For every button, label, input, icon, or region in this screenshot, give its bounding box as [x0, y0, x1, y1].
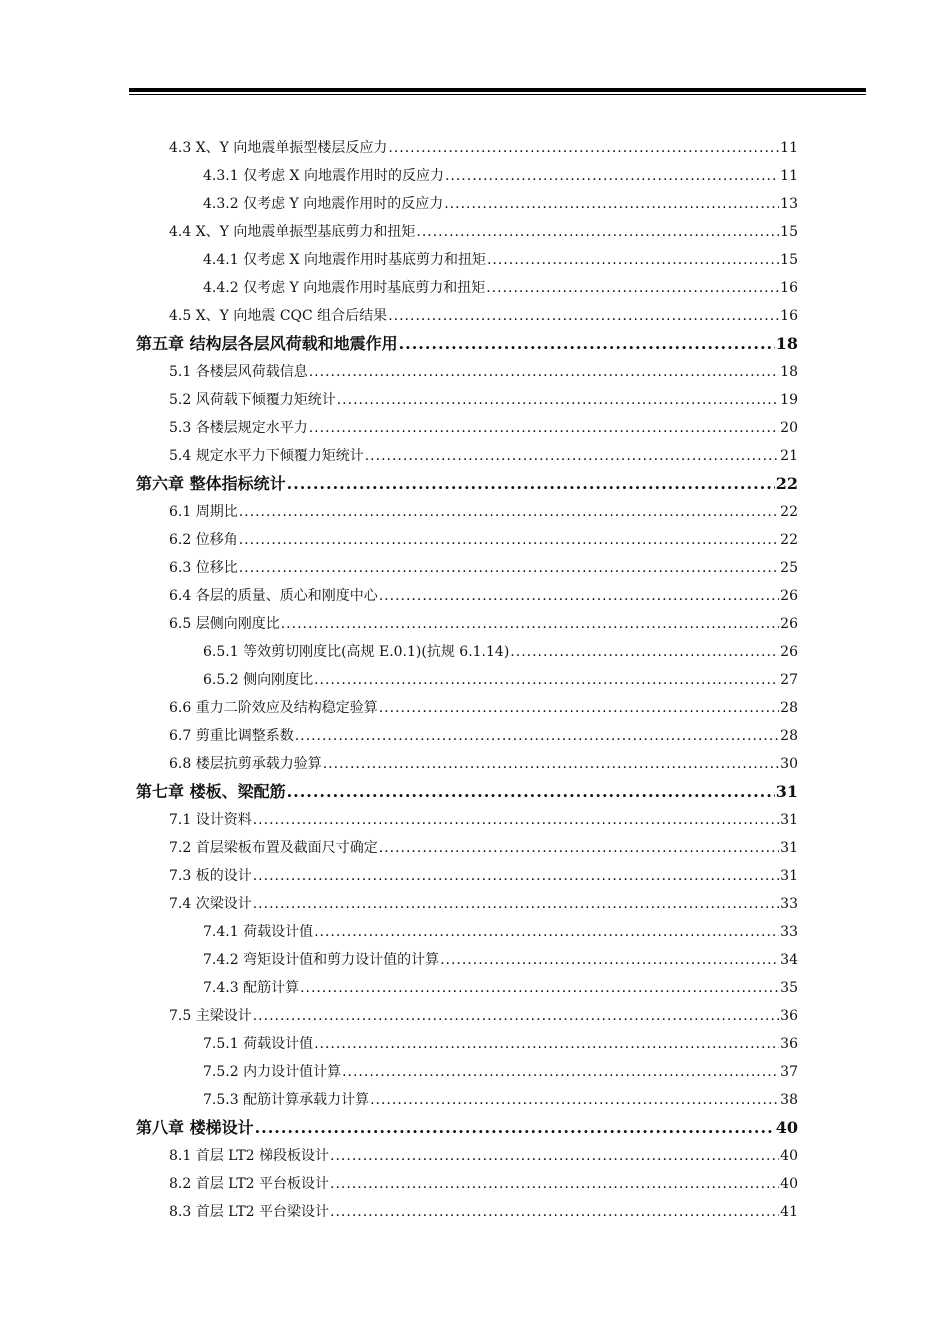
toc-entry-label: 7.4.1 荷载设计值	[203, 924, 314, 940]
toc-page-number: 36	[780, 1008, 798, 1024]
toc-entry[interactable]	[136, 890, 798, 918]
toc-page-number: 41	[780, 1204, 798, 1220]
toc-entry[interactable]	[136, 358, 798, 386]
toc-page-number: 20	[780, 420, 798, 436]
toc-page-number: 16	[780, 280, 798, 296]
toc-entry-label: 5.3 各楼层规定水平力	[169, 420, 308, 436]
toc-leader-dots	[239, 554, 779, 582]
toc-leader-dots	[365, 442, 779, 470]
toc-entry[interactable]	[136, 1086, 798, 1114]
toc-page-number: 28	[780, 700, 798, 716]
toc-chapter-entry[interactable]	[136, 1114, 798, 1142]
toc-entry[interactable]	[136, 134, 798, 162]
toc-leader-dots	[388, 134, 779, 162]
toc-entry[interactable]	[136, 834, 798, 862]
toc-leader-dots	[379, 694, 779, 722]
toc-entry[interactable]	[136, 1198, 798, 1226]
toc-page-number: 21	[780, 448, 798, 464]
toc-entry-label: 7.2 首层梁板布置及截面尺寸确定	[169, 840, 378, 856]
header-rule-thin	[129, 94, 866, 95]
toc-entry-label: 5.2 风荷载下倾覆力矩统计	[169, 392, 336, 408]
toc-page-number: 35	[780, 980, 798, 996]
toc-entry-label: 4.4.2 仅考虑 Y 向地震作用时基底剪力和扭矩	[203, 280, 486, 296]
toc-entry-label: 7.4 次梁设计	[169, 896, 252, 912]
toc-page-number: 11	[780, 140, 798, 156]
toc-entry[interactable]	[136, 162, 798, 190]
toc-entry-label: 7.3 板的设计	[169, 868, 252, 884]
toc-page-number: 22	[780, 532, 798, 548]
toc-leader-dots	[253, 890, 779, 918]
toc-page-number: 33	[780, 924, 798, 940]
toc-entry[interactable]	[136, 722, 798, 750]
toc-page-number: 16	[780, 308, 798, 324]
toc-leader-dots	[309, 358, 779, 386]
toc-entry[interactable]	[136, 694, 798, 722]
toc-leader-dots	[281, 610, 779, 638]
toc-entry-label: 6.7 剪重比调整系数	[169, 728, 294, 744]
toc-page-number: 31	[775, 782, 798, 801]
toc-entry-label: 4.4.1 仅考虑 X 向地震作用时基底剪力和扭矩	[203, 252, 486, 268]
toc-entry-label: 6.1 周期比	[169, 504, 238, 520]
toc-entry-label: 4.3.1 仅考虑 X 向地震作用时的反应力	[203, 168, 444, 184]
toc-entry[interactable]	[136, 582, 798, 610]
toc-entry-label: 5.4 规定水平力下倾覆力矩统计	[169, 448, 364, 464]
toc-leader-dots	[487, 246, 779, 274]
toc-leader-dots	[486, 274, 779, 302]
toc-entry-label: 6.6 重力二阶效应及结构稳定验算	[169, 700, 378, 716]
toc-entry[interactable]	[136, 218, 798, 246]
toc-chapter-entry[interactable]	[136, 330, 798, 358]
toc-leader-dots	[239, 526, 779, 554]
toc-chapter-entry[interactable]	[136, 470, 798, 498]
toc-page-number: 26	[780, 644, 798, 660]
toc-entry-label: 第五章 结构层各层风荷载和地震作用	[136, 334, 398, 353]
toc-leader-dots	[510, 638, 779, 666]
toc-entry-label: 6.4 各层的质量、质心和刚度中心	[169, 588, 378, 604]
toc-entry-label: 7.4.3 配筋计算	[203, 980, 300, 996]
toc-entry-label: 8.1 首层 LT2 梯段板设计	[169, 1148, 330, 1164]
toc-page-number: 13	[780, 196, 798, 212]
toc-entry[interactable]	[136, 414, 798, 442]
table-of-contents	[136, 134, 798, 1226]
toc-leader-dots	[399, 330, 775, 358]
toc-leader-dots	[253, 1002, 779, 1030]
toc-entry[interactable]	[136, 946, 798, 974]
toc-page-number: 22	[775, 474, 798, 493]
toc-leader-dots	[295, 722, 779, 750]
toc-entry-label: 6.2 位移角	[169, 532, 238, 548]
toc-page-number: 26	[780, 588, 798, 604]
toc-entry-label: 4.3 X、Y 向地震单振型楼层反应力	[169, 140, 388, 156]
toc-entry-label: 第八章 楼梯设计	[136, 1118, 254, 1137]
toc-page-number: 37	[780, 1064, 798, 1080]
toc-entry-label: 7.5.1 荷载设计值	[203, 1036, 314, 1052]
toc-leader-dots	[253, 862, 779, 890]
toc-entry-label: 第六章 整体指标统计	[136, 474, 286, 493]
toc-page-number: 19	[780, 392, 798, 408]
toc-entry[interactable]	[136, 918, 798, 946]
toc-entry-label: 8.2 首层 LT2 平台板设计	[169, 1176, 330, 1192]
toc-leader-dots	[314, 1030, 779, 1058]
toc-leader-dots	[300, 974, 779, 1002]
toc-entry-label: 6.5.2 侧向刚度比	[203, 672, 314, 688]
toc-entry[interactable]	[136, 274, 798, 302]
toc-entry[interactable]	[136, 190, 798, 218]
toc-entry-label: 第七章 楼板、梁配筋	[136, 782, 286, 801]
toc-entry-label: 4.3.2 仅考虑 Y 向地震作用时的反应力	[203, 196, 444, 212]
toc-entry-label: 7.4.2 弯矩设计值和剪力设计值的计算	[203, 952, 440, 968]
toc-page-number: 31	[780, 840, 798, 856]
toc-leader-dots	[314, 666, 779, 694]
toc-entry-label: 4.5 X、Y 向地震 CQC 组合后结果	[169, 308, 388, 324]
toc-entry-label: 7.5.2 内力设计值计算	[203, 1064, 342, 1080]
toc-page-number: 34	[780, 952, 798, 968]
toc-entry[interactable]	[136, 610, 798, 638]
toc-page-number: 36	[780, 1036, 798, 1052]
toc-page-number: 18	[775, 334, 798, 353]
toc-page-number: 31	[780, 812, 798, 828]
toc-page-number: 40	[775, 1118, 798, 1137]
toc-entry-label: 4.4 X、Y 向地震单振型基底剪力和扭矩	[169, 224, 416, 240]
toc-page-number: 33	[780, 896, 798, 912]
toc-entry[interactable]	[136, 1002, 798, 1030]
toc-page-number: 38	[780, 1092, 798, 1108]
toc-page-number: 40	[780, 1148, 798, 1164]
toc-leader-dots	[330, 1198, 779, 1226]
toc-leader-dots	[287, 778, 775, 806]
toc-leader-dots	[337, 386, 779, 414]
toc-page-number: 11	[780, 168, 798, 184]
toc-leader-dots	[309, 414, 779, 442]
toc-page-number: 18	[780, 364, 798, 380]
toc-leader-dots	[255, 1114, 775, 1142]
toc-page-number: 40	[780, 1176, 798, 1192]
toc-leader-dots	[287, 470, 775, 498]
toc-leader-dots	[445, 162, 779, 190]
toc-entry[interactable]	[136, 246, 798, 274]
toc-entry[interactable]	[136, 666, 798, 694]
toc-entry-label: 7.1 设计资料	[169, 812, 252, 828]
toc-page-number: 22	[780, 504, 798, 520]
toc-entry[interactable]	[136, 526, 798, 554]
toc-entry[interactable]	[136, 442, 798, 470]
toc-leader-dots	[440, 946, 779, 974]
toc-entry-label: 8.3 首层 LT2 平台梁设计	[169, 1204, 330, 1220]
toc-leader-dots	[330, 1170, 779, 1198]
toc-leader-dots	[239, 498, 779, 526]
toc-entry[interactable]	[136, 638, 798, 666]
toc-entry-label: 6.8 楼层抗剪承载力验算	[169, 756, 322, 772]
toc-page-number: 31	[780, 868, 798, 884]
toc-page-number: 30	[780, 756, 798, 772]
toc-leader-dots	[444, 190, 779, 218]
toc-entry[interactable]	[136, 1170, 798, 1198]
toc-leader-dots	[379, 582, 779, 610]
toc-entry[interactable]	[136, 554, 798, 582]
toc-page-number: 15	[780, 252, 798, 268]
toc-page-number: 26	[780, 616, 798, 632]
header-rule-thick	[129, 88, 866, 92]
toc-entry[interactable]	[136, 386, 798, 414]
toc-entry-label: 6.3 位移比	[169, 560, 238, 576]
toc-page-number: 28	[780, 728, 798, 744]
toc-chapter-entry[interactable]	[136, 778, 798, 806]
toc-leader-dots	[416, 218, 779, 246]
toc-entry[interactable]	[136, 1142, 798, 1170]
toc-leader-dots	[388, 302, 779, 330]
toc-entry-label: 7.5.3 配筋计算承载力计算	[203, 1092, 370, 1108]
toc-entry[interactable]	[136, 1058, 798, 1086]
toc-leader-dots	[253, 806, 779, 834]
toc-entry-label: 6.5.1 等效剪切刚度比(高规 E.0.1)(抗规 6.1.14)	[203, 644, 510, 660]
toc-leader-dots	[330, 1142, 779, 1170]
toc-leader-dots	[379, 834, 779, 862]
toc-page-number: 15	[780, 224, 798, 240]
toc-page-number: 25	[780, 560, 798, 576]
toc-page-number: 27	[780, 672, 798, 688]
toc-leader-dots	[342, 1058, 779, 1086]
toc-entry[interactable]	[136, 862, 798, 890]
toc-entry-label: 6.5 层侧向刚度比	[169, 616, 280, 632]
toc-entry[interactable]	[136, 498, 798, 526]
toc-entry[interactable]	[136, 974, 798, 1002]
toc-entry-label: 5.1 各楼层风荷载信息	[169, 364, 308, 380]
toc-leader-dots	[323, 750, 779, 778]
toc-entry[interactable]	[136, 302, 798, 330]
toc-leader-dots	[314, 918, 779, 946]
toc-entry[interactable]	[136, 750, 798, 778]
toc-entry-label: 7.5 主梁设计	[169, 1008, 252, 1024]
toc-leader-dots	[370, 1086, 779, 1114]
toc-entry[interactable]	[136, 806, 798, 834]
toc-entry[interactable]	[136, 1030, 798, 1058]
